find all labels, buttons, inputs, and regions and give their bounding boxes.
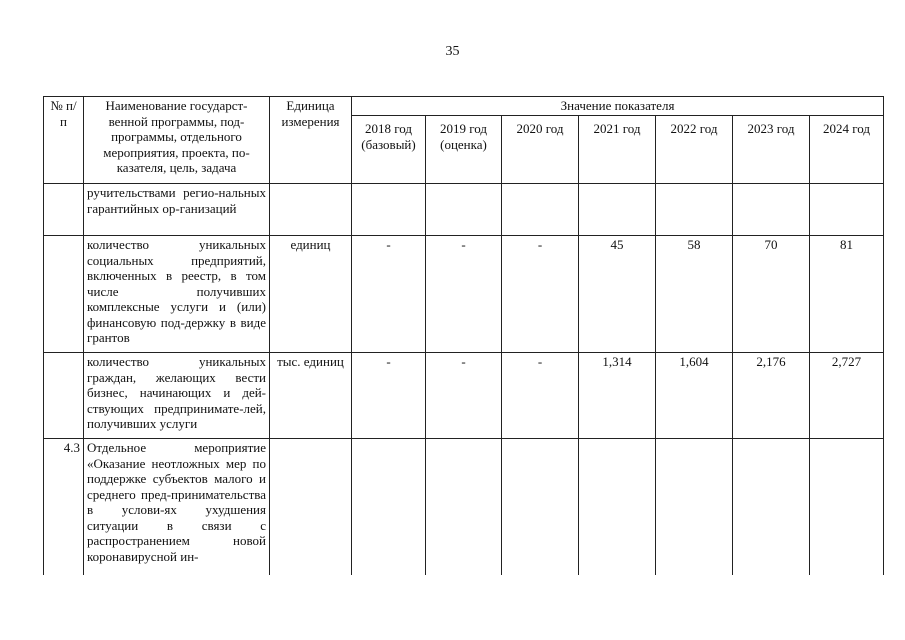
row-value bbox=[579, 439, 656, 575]
row-value bbox=[656, 184, 733, 236]
row-name: количество уникальных граждан, желающих вести бизнес, начинающих и дей-ствующих предпринимате-лей, получивших услуги bbox=[84, 353, 270, 439]
row-value bbox=[656, 439, 733, 575]
header-year: 2024 год bbox=[810, 116, 884, 184]
header-year: 2021 год bbox=[579, 116, 656, 184]
row-value: 70 bbox=[733, 236, 810, 353]
row-number: 4.3 bbox=[44, 439, 84, 575]
row-value bbox=[502, 184, 579, 236]
row-unit: единиц bbox=[270, 236, 352, 353]
header-year: 2020 год bbox=[502, 116, 579, 184]
row-value bbox=[579, 184, 656, 236]
page-number: 35 bbox=[445, 44, 460, 59]
header-year: 2018 год (базовый) bbox=[352, 116, 426, 184]
row-value bbox=[810, 184, 884, 236]
row-value: - bbox=[502, 236, 579, 353]
row-unit bbox=[270, 184, 352, 236]
header-name: Наименование государст-венной программы, под-программы, отдельного мероприятия, проекта, по-казателя, цель, задача bbox=[84, 97, 270, 184]
row-value bbox=[733, 439, 810, 575]
row-value: - bbox=[352, 236, 426, 353]
row-value: 2,727 bbox=[810, 353, 884, 439]
row-unit bbox=[270, 439, 352, 575]
row-number bbox=[44, 236, 84, 353]
row-number bbox=[44, 353, 84, 439]
row-unit: тыс. единиц bbox=[270, 353, 352, 439]
header-year: 2022 год bbox=[656, 116, 733, 184]
table-row bbox=[44, 353, 884, 439]
table-row bbox=[44, 184, 884, 236]
row-value: 58 bbox=[656, 236, 733, 353]
row-value: 1,604 bbox=[656, 353, 733, 439]
row-name: ручительствами регио-нальных гарантийных ор-ганизаций bbox=[84, 184, 270, 236]
table-row bbox=[44, 439, 884, 575]
row-value: 1,314 bbox=[579, 353, 656, 439]
row-value bbox=[352, 439, 426, 575]
row-value: 2,176 bbox=[733, 353, 810, 439]
header-year: 2019 год (оценка) bbox=[426, 116, 502, 184]
header-row-1 bbox=[44, 97, 884, 116]
table-row bbox=[44, 236, 884, 353]
row-value bbox=[426, 184, 502, 236]
header-year: 2023 год bbox=[733, 116, 810, 184]
row-value bbox=[733, 184, 810, 236]
row-value bbox=[810, 439, 884, 575]
indicators-table bbox=[43, 96, 884, 575]
row-value bbox=[426, 439, 502, 575]
row-value: - bbox=[426, 353, 502, 439]
header-value-group: Значение показателя bbox=[352, 97, 884, 116]
row-value: 81 bbox=[810, 236, 884, 353]
header-unit: Единица измерения bbox=[270, 97, 352, 184]
row-name: Отдельное мероприятие «Оказание неотложных мер по поддержке субъектов малого и среднего пред-принимательства в услови-ях ухудшения ситуации в связи с распространением новой коронавирусной ин- bbox=[84, 439, 270, 575]
row-name: количество уникальных социальных предприятий, включенных в реестр, в том числе получивших комплексные услуги и (или) финансовую под-держку в виде грантов bbox=[84, 236, 270, 353]
row-value bbox=[502, 439, 579, 575]
row-number bbox=[44, 184, 84, 236]
row-value: 45 bbox=[579, 236, 656, 353]
row-value: - bbox=[426, 236, 502, 353]
header-num: № п/п bbox=[44, 97, 84, 184]
row-value bbox=[352, 184, 426, 236]
row-value: - bbox=[502, 353, 579, 439]
row-value: - bbox=[352, 353, 426, 439]
